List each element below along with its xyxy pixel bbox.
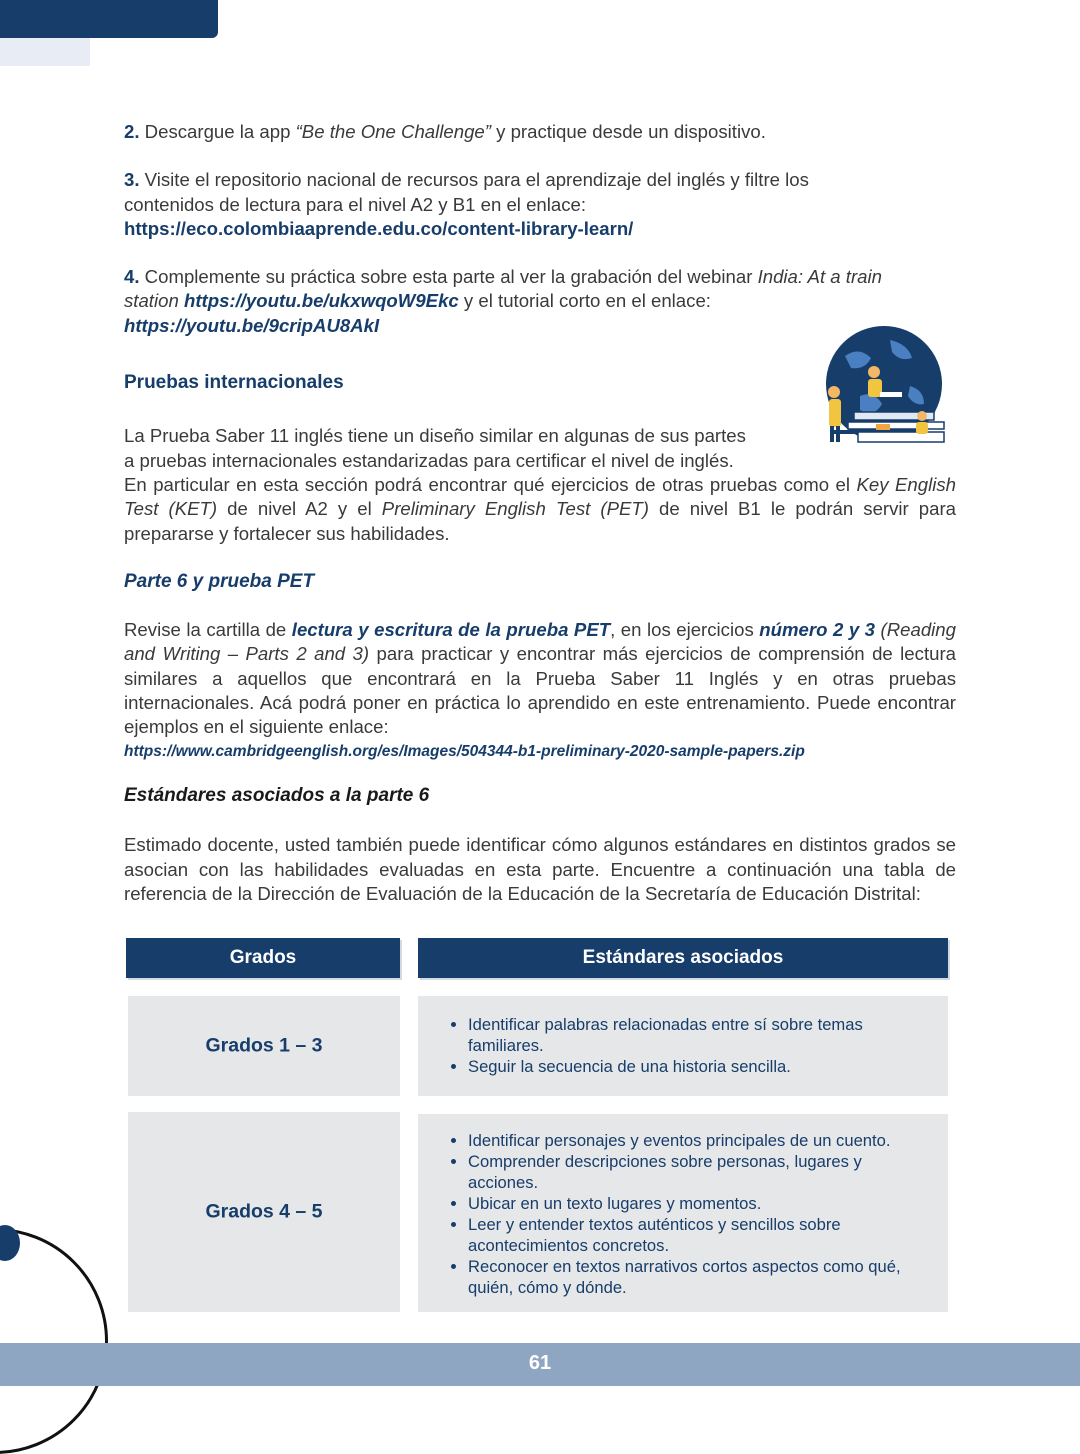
- page-number: 61: [528, 1352, 552, 1374]
- page-content: [124, 120, 956, 906]
- table-header-standards: Estándares asociados: [418, 938, 948, 978]
- corner-circle-decoration: [0, 1228, 108, 1454]
- grade-cell: [128, 1112, 400, 1312]
- webinar-link[interactable]: https://youtu.be/ukxwqoW9Ekc: [183, 290, 459, 312]
- step-2: 2. Descargue la app “Be the One Challenge” y practique desde un dispositivo.: [124, 121, 766, 142]
- standards-list: [418, 1014, 948, 1077]
- top-decoration-bar: [0, 0, 218, 38]
- app-name: “Be the One Challenge”: [295, 121, 491, 142]
- top-decoration-shade: [0, 38, 90, 66]
- grade-cell: [128, 996, 400, 1096]
- standard-item: • Comprender descripciones sobre personas, lugares y acciones.: [468, 1151, 912, 1193]
- table-header-grades: Grados: [126, 938, 400, 978]
- standard-item: • Ubicar en un texto lugares y momentos.: [468, 1193, 912, 1214]
- globe-reading-illustration-icon: [820, 326, 950, 450]
- standard-item: • Seguir la secuencia de una historia sencilla.: [468, 1056, 918, 1077]
- standard-item: • Identificar palabras relacionadas entre sí sobre temas familiares.: [468, 1014, 918, 1056]
- intl-paragraph-line1: La Prueba Saber 11 inglés tiene un diseño similar en algunas de sus partes: [124, 425, 746, 447]
- standard-item: • Reconocer en textos narrativos cortos aspectos como qué, quién, cómo y dónde.: [468, 1256, 912, 1298]
- standards-paragraph: Estimado docente, usted también puede identificar cómo algunos estándares en distintos grados se asocian con las habilidades evaluadas en esta parte. Encuentre a continuación una tabla de referencia de la Dirección de Evaluación de la Educación de la Secretaría de Educación Distrital:: [124, 834, 956, 904]
- cambridge-link[interactable]: https://www.cambridgeenglish.org/es/Images/504344-b1-preliminary-2020-sample-papers.zip: [124, 742, 805, 760]
- page-footer: [0, 1343, 1080, 1386]
- tutorial-link[interactable]: https://youtu.be/9cripAU8AkI: [124, 314, 380, 336]
- repository-link[interactable]: https://eco.colombiaaprende.edu.co/content-library-learn/: [124, 217, 634, 239]
- standards-heading: Estándares asociados a la parte 6: [124, 784, 430, 806]
- standards-cell: [418, 996, 948, 1096]
- step-3: 3. Visite el repositorio nacional de recursos para el aprendizaje del inglés y filtre los contenidos de lectura para el nivel A2 y B1 en el enlace:: [124, 169, 809, 215]
- intl-paragraph-line2: a pruebas internacionales estandarizadas para certificar el nivel de inglés.: [124, 449, 734, 471]
- intl-heading: Pruebas internacionales: [124, 372, 344, 394]
- standards-list: [418, 1130, 948, 1298]
- standard-item: • Leer y entender textos auténticos y sencillos sobre acontecimientos concretos.: [468, 1214, 912, 1256]
- grade-label: Grados 4 – 5: [205, 1200, 323, 1223]
- standard-item: • Identificar personajes y eventos principales de un cuento.: [468, 1130, 912, 1151]
- step-4: 4. Complemente su práctica sobre esta parte al ver la grabación del webinar India: At a train station https://youtu.be/ukxwqoW9Ekc y el tutorial corto en el enlace:: [124, 266, 882, 312]
- pet-paragraph: Revise la cartilla de lectura y escritura de la prueba PET, en los ejercicios número 2 y 3 (Reading and Writing – Parts 2 and 3) para practicar y encontrar más ejercicios de comprensión de lectura similares a aquellos que encontrará en la Prueba Saber 11 Inglés y en otras pruebas internacionales. Acá podrá poner en práctica lo aprendido en este entrenamiento. Puede encontrar ejemplos en el siguiente enlace:: [124, 619, 956, 738]
- pet-heading: Parte 6 y prueba PET: [124, 570, 315, 592]
- grade-label: Grados 1 – 3: [205, 1034, 323, 1057]
- intl-paragraph: En particular en esta sección podrá encontrar qué ejercicios de otras pruebas como el Key English Test (KET) de nivel A2 y el Preliminary English Test (PET) de nivel B1 le podrán servir para prepararse y fortalecer sus habilidades.: [124, 473, 957, 544]
- standards-cell: [418, 1114, 948, 1312]
